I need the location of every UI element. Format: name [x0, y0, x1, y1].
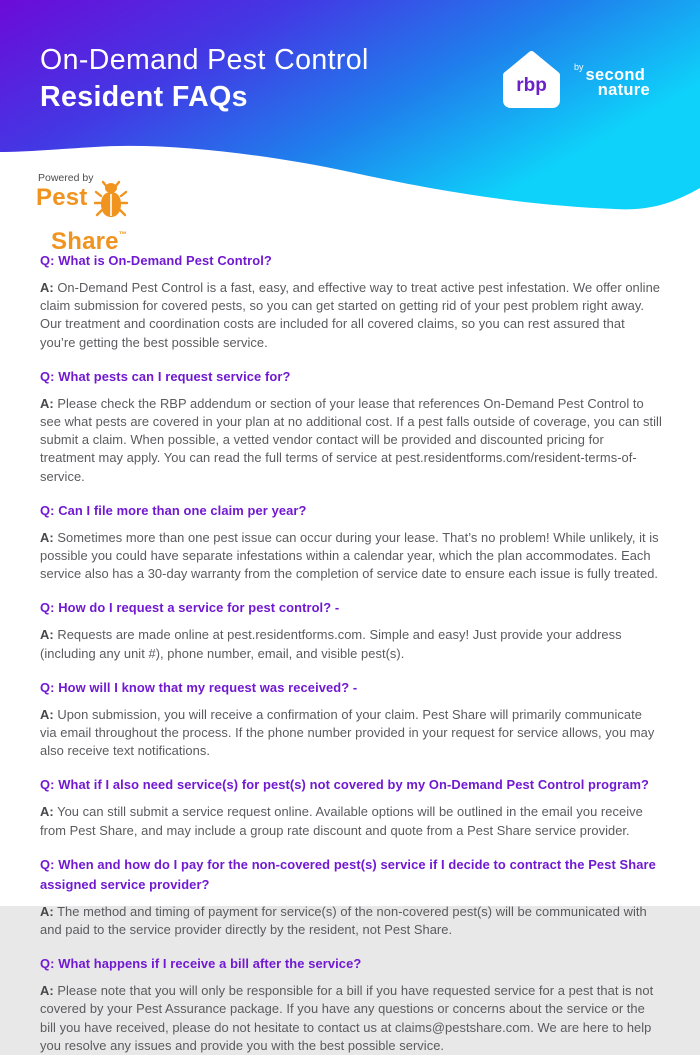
faq-item [40, 598, 662, 662]
second-nature-logo [574, 62, 664, 100]
faq-answer [40, 706, 662, 761]
faq-question: Q: What if I also need service(s) for pest(s) not covered by my On-Demand Pest Control program? [40, 777, 650, 793]
faq-answer [40, 626, 662, 662]
rbp-logo [500, 49, 563, 112]
title-line-2: Resident FAQs [40, 81, 248, 113]
answer-prefix: A: [40, 395, 54, 411]
faq-question: Q: What is On-Demand Pest Control? [40, 253, 272, 268]
answer-text: Upon submission, you will receive a confirmation of your claim. Pest Share will primarily communicate via email throughout the process. If the phone number provided in your request for service allows, you may also receive text notifications. [40, 706, 655, 759]
powered-by-label: Powered by [38, 172, 94, 184]
faq-question: Q: How will I know that my request was received? - [40, 679, 358, 695]
faq-item [40, 251, 662, 352]
faq-item [40, 678, 662, 761]
rbp-logo-text: rbp [516, 75, 547, 96]
faq-answer [40, 982, 662, 1055]
faq-answer [40, 529, 662, 584]
share-text: Share [51, 228, 119, 255]
bug-icon [94, 180, 128, 222]
faq-answer [40, 395, 662, 486]
faq-item [40, 501, 662, 584]
answer-text: Sometimes more than one pest issue can occur during your lease. That’s no problem! While unlikely, it is possible you could have separate infestations within a calendar year, which the plan accommodates. Each service also has a 30-day warranty from the completion of service date to ensure each issue is fully treated. [40, 529, 659, 582]
answer-prefix: A: [40, 627, 54, 643]
title-line-1: On-Demand Pest Control [40, 44, 369, 76]
answer-prefix: A: [40, 903, 54, 919]
faq-answer [40, 903, 662, 939]
answer-prefix: A: [40, 529, 54, 545]
answer-text: On-Demand Pest Control is a fast, easy, and effective way to treat active pest infestation. We offer online claim submission for covered pests, so you can get started on getting rid of your pest problem right away. Our treatment and coordination costs are included for all covered claims, so you can rest assured that you’re getting the best possible service. [40, 280, 661, 350]
faq-answer [40, 279, 662, 352]
faq-item [40, 954, 662, 1055]
answer-prefix: A: [40, 280, 54, 295]
by-label: by [574, 62, 584, 72]
faq-question: Q: How do I request a service for pest control? - [40, 600, 340, 616]
answer-text: Please check the RBP addendum or section of your lease that references On-Demand Pest Control to see what pests are covered in your plan at no additional cost. If a pest falls outside of coverage, you can still submit a claim. When possible, a vetted vendor contact will be provided and discounted pricing for treatment may apply. You can read the full terms of service at pest.residentforms.com/resident-terms-of-service. [40, 395, 662, 484]
answer-prefix: A: [40, 804, 54, 820]
answer-text: You can still submit a service request online. Available options will be outlined in the email you receive from Pest Share, and may include a group rate discount and quote from a Pest Share service provider. [40, 804, 643, 838]
faq-question: Q: When and how do I pay for the non-covered pest(s) service if I decide to contract the Pest Share assigned service provider? [40, 856, 656, 892]
brand-word-second: second [585, 66, 646, 84]
faq-question: Q: What happens if I receive a bill after the service? [40, 956, 362, 972]
page-title [40, 42, 369, 116]
answer-text: Requests are made online at pest.residentforms.com. Simple and easy! Just provide your address (including any unit #), phone number, email, and visible pest(s). [40, 627, 622, 661]
faq-item [40, 367, 662, 486]
faq-answer [40, 803, 662, 839]
pest-share-word-pest: Pest [36, 184, 88, 211]
faq-question: Q: What pests can I request service for? [40, 368, 291, 384]
answer-text: Please note that you will only be responsible for a bill if you have requested service for a pest that is not covered by your Pest Assurance package. If you have any questions or concerns about the service or the bill you have received, please do not hesitate to contact us at claims@pestshare.com. We are here to help you resolve any issues and provide you with the best possible service. [40, 983, 654, 1053]
trademark-symbol: ™ [118, 230, 127, 239]
faq-item [40, 855, 662, 939]
answer-text: The method and timing of payment for service(s) of the non-covered pest(s) will be communicated with and paid to the service provider directly by the resident, not Pest Share. [40, 903, 647, 938]
brand-word-nature: nature [597, 81, 650, 99]
faq-item [40, 775, 662, 839]
answer-prefix: A: [40, 706, 54, 722]
answer-prefix: A: [40, 983, 54, 999]
faq-content [0, 230, 700, 1055]
faq-question: Q: Can I file more than one claim per year? [40, 502, 307, 518]
